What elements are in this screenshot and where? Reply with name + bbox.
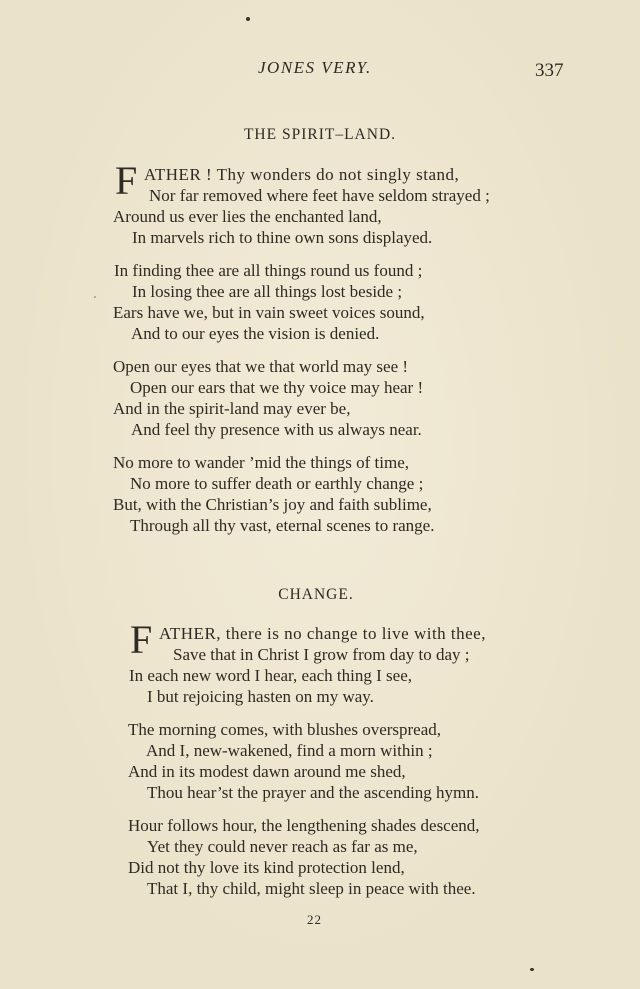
poem-title-change: CHANGE.: [278, 586, 354, 603]
poem-line: I but rejoicing hasten on my way.: [147, 687, 374, 706]
stanza: [113, 452, 573, 536]
poem-line: No more to suffer death or earthly change ;: [130, 474, 424, 493]
ink-speck: [246, 17, 250, 21]
stanza: [128, 719, 578, 803]
page-number: 337: [535, 60, 564, 81]
drop-cap: F: [130, 617, 153, 662]
poem-line: Open our ears that we thy voice may hear !: [130, 378, 424, 397]
poem-line: In finding thee are all things round us found ;: [114, 261, 423, 280]
stanza: [113, 260, 573, 344]
poem-line: Save that in Christ I grow from day to day ;: [173, 645, 470, 664]
poem-line: Through all thy vast, eternal scenes to range.: [130, 516, 435, 535]
poem-line: Thou hear’st the prayer and the ascending hymn.: [147, 783, 480, 802]
stanza: [113, 185, 573, 248]
stanza: [128, 815, 578, 899]
poem-line: Nor far removed where feet have seldom strayed ;: [149, 186, 490, 205]
ink-speck: [530, 968, 534, 971]
poem-spirit-land: [113, 158, 573, 548]
poem-line: In losing thee are all things lost beside ;: [132, 282, 403, 301]
poem-line: And in the spirit-land may ever be,: [113, 399, 351, 418]
poem-line: In marvels rich to thine own sons displayed.: [132, 228, 433, 247]
ink-speck: [94, 296, 96, 298]
poem-line: The morning comes, with blushes overspread,: [128, 720, 442, 739]
running-head: JONES VERY.: [258, 58, 372, 77]
drop-cap: F: [115, 158, 138, 203]
poem-line: In each new word I hear, each thing I see,: [129, 666, 412, 685]
stanza: [128, 644, 578, 707]
poem-line: Around us ever lies the enchanted land,: [113, 207, 382, 226]
poem-line: No more to wander ’mid the things of time,: [113, 453, 410, 472]
poem-line: That I, thy child, might sleep in peace with thee.: [147, 879, 476, 898]
poem-line: ATHER ! Thy wonders do not singly stand,: [144, 165, 460, 184]
poem-line: ATHER, there is no change to live with thee,: [159, 624, 486, 643]
poem-line: Hour follows hour, the lengthening shades descend,: [128, 816, 480, 835]
stanza: [113, 356, 573, 440]
poem-line: Ears have we, but in vain sweet voices sound,: [113, 303, 425, 322]
poem-line: Yet they could never reach as far as me,: [147, 837, 418, 856]
poem-line: Did not thy love its kind protection lend,: [128, 858, 405, 877]
signature-mark: 22: [307, 912, 322, 927]
poem-line: Open our eyes that we that world may see !: [113, 357, 409, 376]
poem-change: [128, 617, 578, 911]
poem-line: And to our eyes the vision is denied.: [131, 324, 380, 343]
poem-line: And in its modest dawn around me shed,: [128, 762, 406, 781]
poem-line: And I, new-wakened, find a morn within ;: [146, 741, 433, 760]
poem-line: But, with the Christian’s joy and faith sublime,: [113, 495, 432, 514]
poem-title-spirit-land: THE SPIRIT–LAND.: [243, 126, 397, 143]
poem-line: And feel thy presence with us always near.: [131, 420, 422, 439]
